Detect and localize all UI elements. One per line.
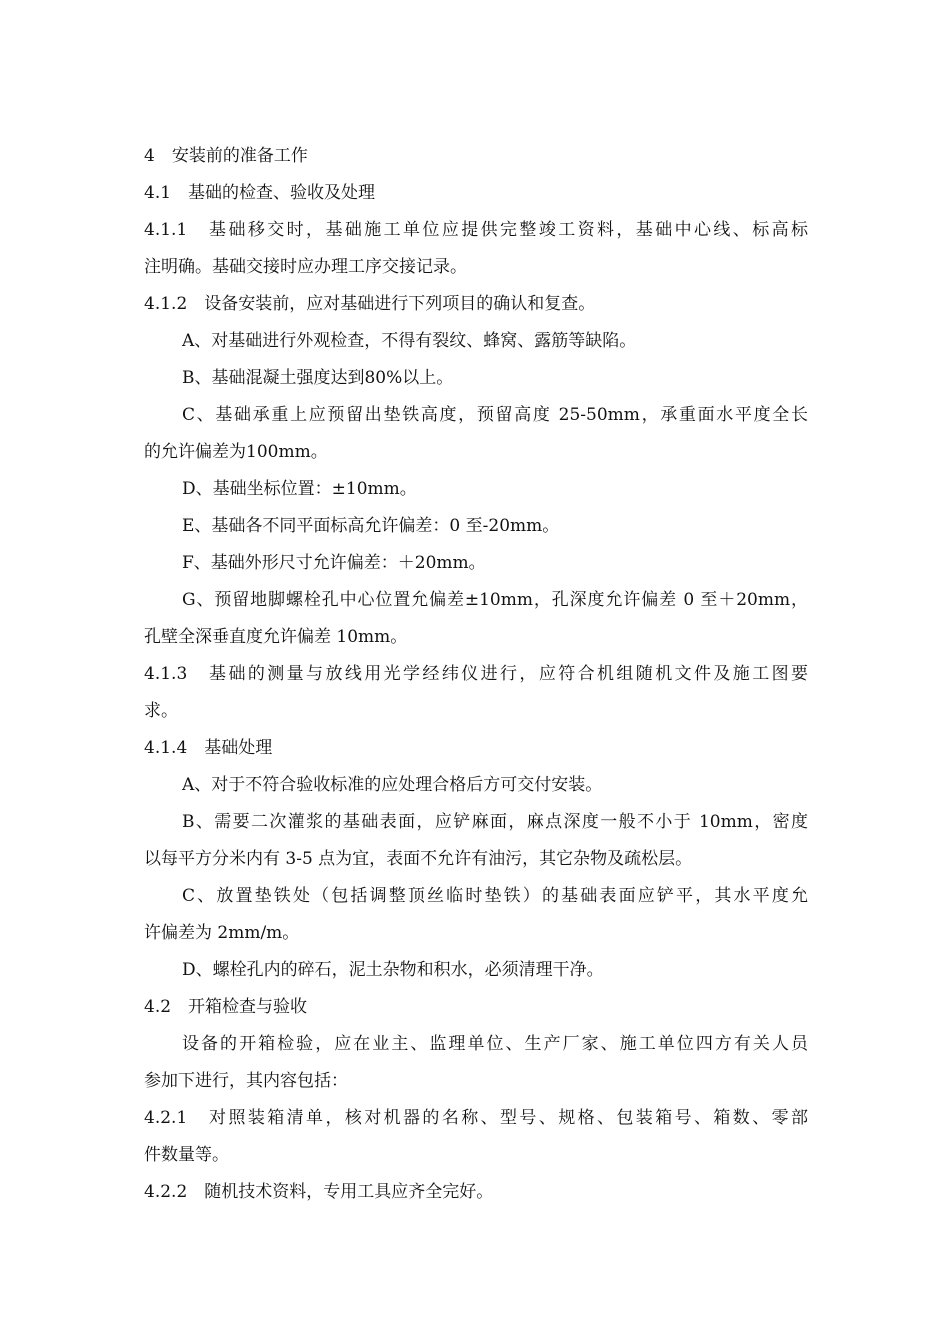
document-body: [144, 138, 808, 1211]
text-line: 孔壁全深垂直度允许偏差 10mm。: [144, 627, 408, 647]
text-line: 4.1.1 基础移交时，基础施工单位应提供完整竣工资料，基础中心线、标高标: [144, 220, 808, 240]
text-line: A、对基础进行外观检查，不得有裂纹、蜂窝、露筋等缺陷。: [182, 331, 637, 351]
text-line: B、基础混凝土强度达到80%以上。: [182, 368, 454, 388]
text-line: B、需要二次灌浆的基础表面，应铲麻面，麻点深度一般不小于 10mm，密度: [182, 812, 808, 832]
text-line: D、基础坐标位置：±10mm。: [182, 479, 417, 499]
text-line: 许偏差为 2mm/m。: [144, 923, 300, 943]
text-line: 4.1 基础的检查、验收及处理: [144, 183, 376, 203]
text-line: 4.1.3 基础的测量与放线用光学经纬仪进行，应符合机组随机文件及施工图要: [144, 664, 808, 684]
text-line: 4.2.2 随机技术资料，专用工具应齐全完好。: [144, 1182, 494, 1202]
text-line: 4.2 开箱检查与验收: [144, 997, 308, 1017]
text-line: E、基础各不同平面标高允许偏差：0 至-20mm。: [182, 516, 560, 536]
text-line: G、预留地脚螺栓孔中心位置允偏差±10mm，孔深度允许偏差 0 至＋20mm，: [182, 590, 808, 610]
text-line: 4.2.1 对照装箱清单，核对机器的名称、型号、规格、包装箱号、箱数、零部: [144, 1108, 808, 1128]
text-line: 的允许偏差为100mm。: [144, 442, 328, 462]
text-line: C、基础承重上应预留出垫铁高度，预留高度 25-50mm，承重面水平度全长: [182, 405, 808, 425]
text-line: 注明确。基础交接时应办理工序交接记录。: [144, 257, 467, 277]
text-line: C、放置垫铁处（包括调整顶丝临时垫铁）的基础表面应铲平，其水平度允: [182, 886, 808, 906]
text-line: 以每平方分米内有 3-5 点为宜，表面不允许有油污，其它杂物及疏松层。: [144, 849, 693, 869]
text-line: F、基础外形尺寸允许偏差：＋20mm。: [182, 553, 486, 573]
text-line: 设备的开箱检验，应在业主、监理单位、生产厂家、施工单位四方有关人员: [182, 1034, 808, 1054]
text-line: 参加下进行，其内容包括：: [144, 1071, 348, 1091]
text-line: D、螺栓孔内的碎石，泥土杂物和积水，必须清理干净。: [182, 960, 604, 980]
text-line: 4 安装前的准备工作: [144, 146, 308, 166]
text-line: 件数量等。: [144, 1145, 229, 1165]
text-line: 4.1.4 基础处理: [144, 738, 273, 758]
text-line: 4.1.2 设备安装前，应对基础进行下列项目的确认和复查。: [144, 294, 596, 314]
text-line: 求。: [144, 701, 178, 721]
text-line: A、对于不符合验收标准的应处理合格后方可交付安装。: [182, 775, 603, 795]
